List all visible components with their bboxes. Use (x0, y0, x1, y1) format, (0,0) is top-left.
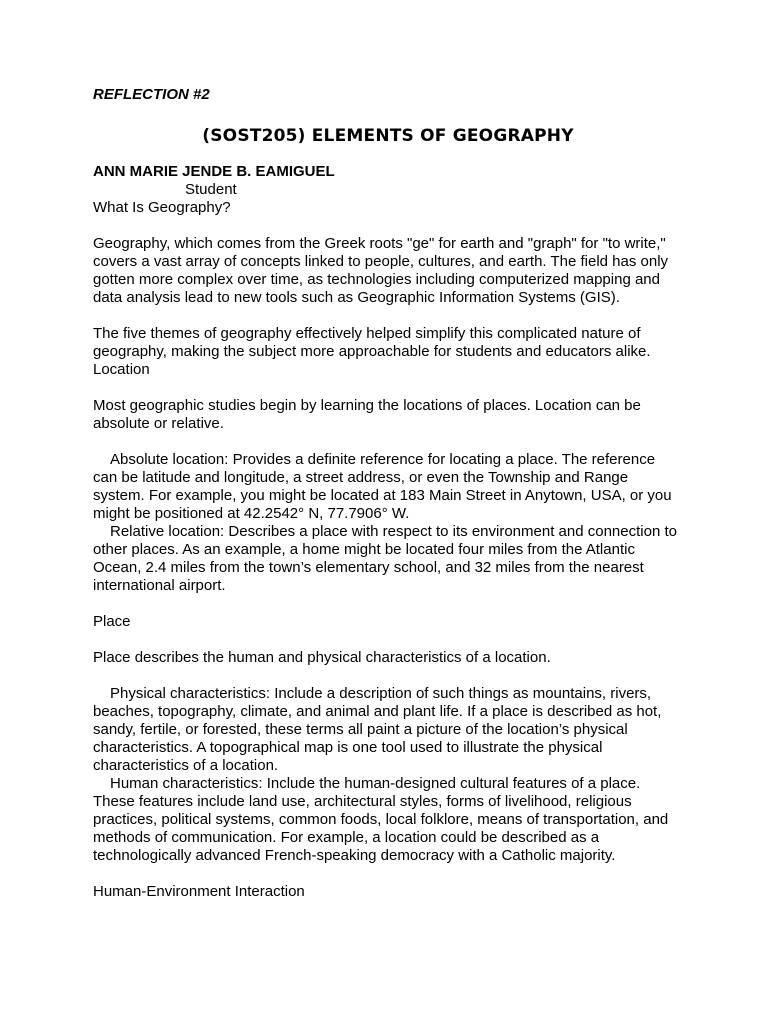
relative-location-paragraph: Relative location: Describes a place with respect to its environment and connection to other places. As an example, a home might be located four miles from the Atlantic Ocean, 2.4 miles from the town’s elementary school, and 32 miles from the nearest international airport. (93, 523, 677, 594)
spacer (93, 307, 683, 325)
author-name: ANN MARIE JENDE B. EAMIGUEL (93, 163, 335, 180)
spacer (93, 379, 683, 397)
document-title: (SOST205) ELEMENTS OF GEOGRAPHY (202, 126, 574, 146)
heading-what-is-geography: What Is Geography? (93, 199, 231, 216)
spacer (93, 433, 683, 451)
location-paragraph: Most geographic studies begin by learning the locations of places. Location can be absolute or relative. (93, 397, 641, 432)
spacer (93, 217, 683, 235)
reflection-label: REFLECTION #2 (93, 86, 210, 103)
five-themes-paragraph: The five themes of geography effectively helped simplify this complicated nature of geography, making the subject more approachable for students and educators alike. (93, 325, 651, 360)
heading-place: Place (93, 613, 131, 630)
absolute-location-paragraph: Absolute location: Provides a definite reference for locating a place. The reference can be latitude and longitude, a street address, or even the Township and Range system. For example, you might be located at 183 Main Street in Anytown, USA, or you might be positioned at 42.2542° N, 77.7906° W. (93, 451, 672, 522)
spacer (93, 667, 683, 685)
spacer (93, 631, 683, 649)
spacer (93, 865, 683, 883)
document-page (93, 86, 683, 901)
heading-human-environment-interaction: Human-Environment Interaction (93, 883, 305, 900)
place-paragraph: Place describes the human and physical characteristics of a location. (93, 649, 551, 666)
spacer (93, 595, 683, 613)
heading-location: Location (93, 361, 150, 378)
intro-paragraph: Geography, which comes from the Greek roots "ge" for earth and "graph" for "to write," covers a vast array of concepts linked to people, cultures, and earth. The field has only gotten more complex over time, as technologies including computerized mapping and data analysis lead to new tools such as Geographic Information Systems (GIS). (93, 235, 669, 306)
human-characteristics-paragraph: Human characteristics: Include the human-designed cultural features of a place. These features include land use, architectural styles, forms of livelihood, religious practices, political systems, common foods, local folklore, means of transportation, and methods of communication. For example, a location could be described as a technologically advanced French-speaking democracy with a Catholic majority. (93, 775, 669, 864)
physical-characteristics-paragraph: Physical characteristics: Include a description of such things as mountains, rivers, beaches, topography, climate, and animal and plant life. If a place is described as hot, sandy, fertile, or forested, these terms all paint a picture of the location’s physical characteristics. A topographical map is one tool used to illustrate the physical characteristics of a location. (93, 685, 662, 774)
author-role: Student (185, 181, 237, 198)
